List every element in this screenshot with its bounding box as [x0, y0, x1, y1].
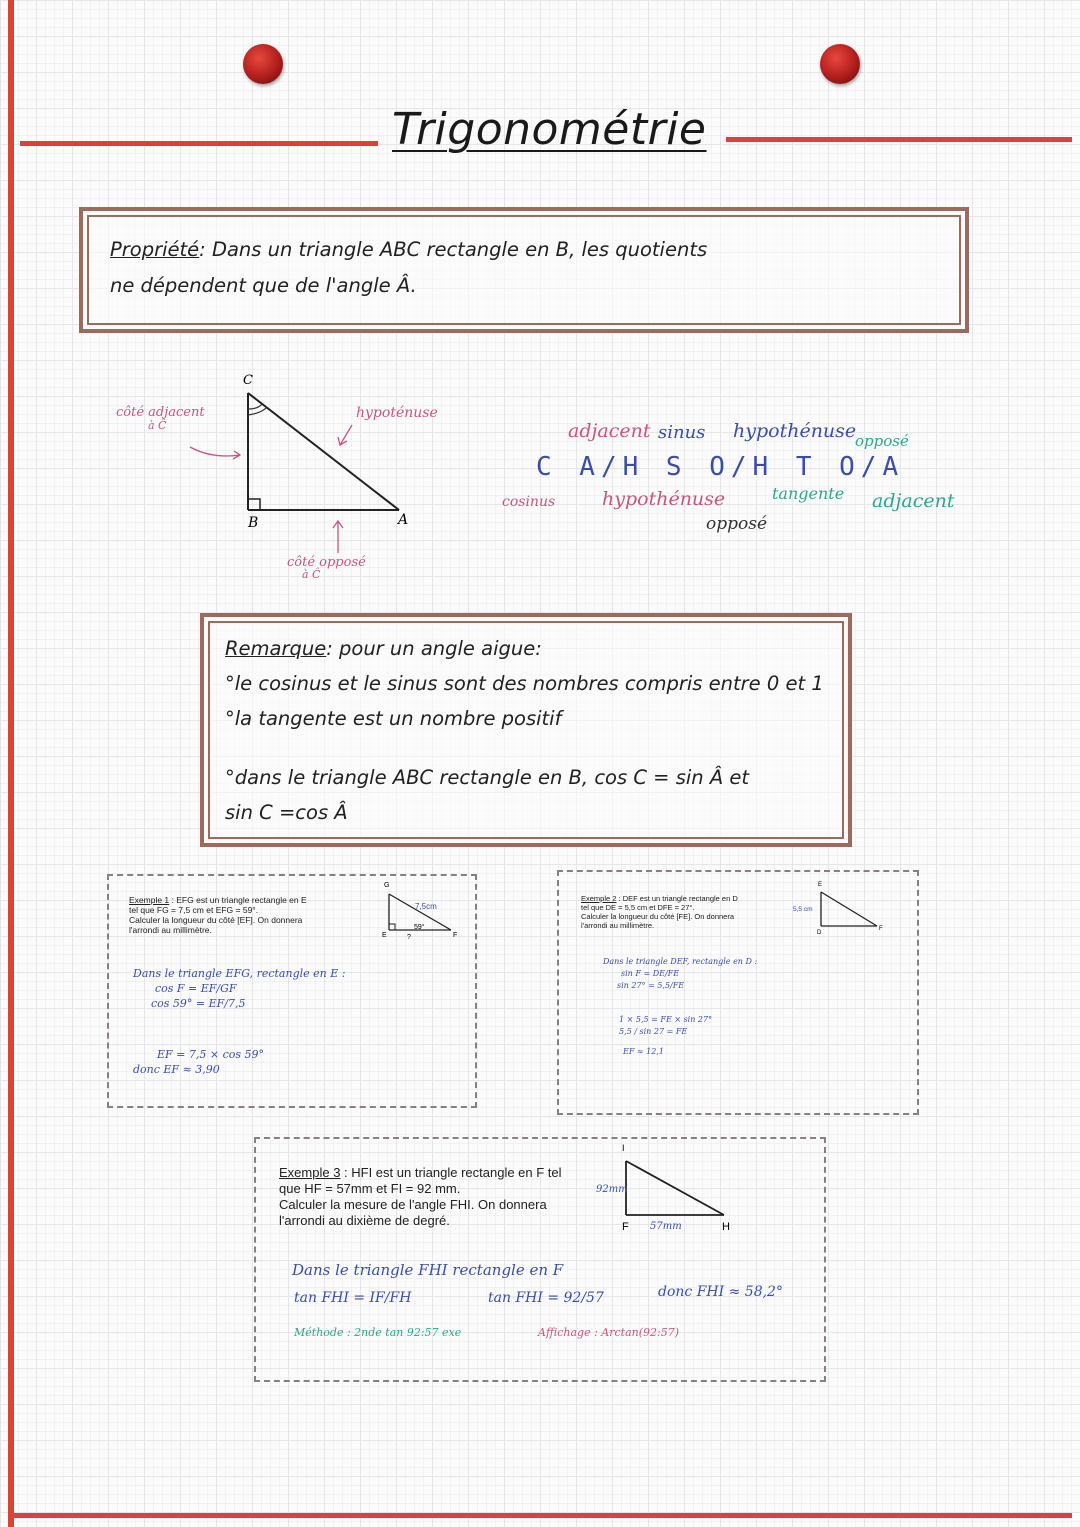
remarque-line4: °dans le triangle ABC rectangle en B, cos C = sin Â et [225, 766, 750, 789]
hypotenuse-label: hypoténuse [356, 405, 438, 421]
exemple1-fig-len: 7,5cm [415, 902, 437, 911]
exemple1-sol4: EF = 7,5 × cos 59° [157, 1048, 264, 1061]
mnemonic-hypo-top: hypothénuse [733, 420, 857, 442]
propriete-label: Propriété [110, 238, 200, 261]
exemple2-text1: : DEF est un triangle rectangle en D [616, 894, 738, 903]
right-angle-mark [248, 499, 260, 510]
exemple2-sol5: 5,5 / sin 27 = FE [619, 1027, 688, 1036]
exemple2-solution [603, 956, 757, 1058]
adjacent-label: côté adjacent [116, 405, 205, 420]
exemple3-sol4: donc FHI ≈ 58,2° [658, 1284, 783, 1300]
remarque-line5: sin C =cos Â [225, 801, 348, 824]
exemple2-sol1: Dans le triangle DEF, rectangle en D : [603, 957, 758, 966]
exemple2-sol4: 1 × 5,5 = FE × sin 27° [619, 1015, 713, 1024]
exemple2-sol3: sin 27° = 5,5/FE [617, 981, 685, 990]
exemple2-text2: tel que DE = 5,5 cm et DFE = 27°. [581, 903, 695, 912]
exemple3-sol6: Affichage : Arctan(92:57) [538, 1326, 680, 1339]
exemple3-fig-h: H [722, 1221, 730, 1233]
exemple1-text1: : EFG est un triangle rectangle en E [169, 895, 307, 905]
vertex-a: A [398, 512, 409, 528]
remarque-line3: °la tangente est un nombre positif [225, 707, 562, 730]
exemple2-text3: Calculer la longueur du côté [FE]. On donnera [581, 912, 735, 921]
exemple2-fig-d: D [817, 930, 822, 936]
mnemonic-tangente: tangente [772, 484, 845, 503]
exemple2-card [557, 870, 919, 1115]
exemple1-sol1: Dans le triangle EFG, rectangle en E : [133, 967, 346, 980]
propriete-text [110, 232, 950, 304]
exemple3-label: Exemple 3 [279, 1165, 341, 1180]
angle-c-arc-2 [248, 407, 267, 415]
exemple1-solution [133, 966, 345, 1077]
exemple3-text2: que HF = 57mm et FI = 92 mm. [279, 1181, 461, 1196]
page-title: Trigonométrie [392, 104, 707, 155]
adjacent-arrow [190, 447, 240, 456]
remarque-box [200, 613, 852, 847]
title-rule-left [20, 141, 378, 146]
binder-hole-right [820, 44, 860, 84]
exemple3-card [254, 1137, 826, 1382]
exemple3-sol1: Dans le triangle FHI rectangle en F [292, 1261, 564, 1279]
propriete-box [79, 207, 969, 333]
propriete-line2: ne dépendent que de l'angle Â. [110, 274, 417, 297]
exemple2-sol2: sin F = DE/FE [621, 969, 680, 978]
triangle-diagram [112, 375, 464, 580]
exemple1-card [107, 874, 477, 1108]
mnemonic-adjacent-top: adjacent [568, 420, 651, 442]
angle-c-arc [248, 404, 262, 409]
exemple2-fig-e: E [818, 882, 823, 888]
exemple1-text2: tel que FG = 7,5 cm et EFG = 59°. [129, 905, 259, 915]
title-rule-right [726, 137, 1072, 142]
exemple3-fig-len-h: 57mm [650, 1221, 682, 1232]
exemple1-fig-q: ? [407, 934, 411, 941]
exemple1-text4: l'arrondi au millimètre. [129, 925, 212, 935]
exemple3-figure [616, 1153, 736, 1223]
exemple3-text4: l'arrondi au dixième de degré. [279, 1213, 450, 1228]
mnemonic-sinus-top: sinus [658, 422, 706, 443]
binder-hole-left [243, 44, 283, 84]
remarque-label: Remarque [225, 637, 327, 660]
mnemonic-letters: C A/H S O/H T O/A [536, 452, 905, 482]
remarque-line1: : pour un angle aigue: [326, 637, 542, 660]
vertex-c: C [243, 373, 253, 388]
exemple3-sol2: tan FHI = IF/FH [294, 1290, 412, 1306]
margin-line-bottom [8, 1513, 1072, 1518]
exemple1-sol2: cos F = EF/GF [155, 982, 237, 995]
mnemonic-oppose-bottom: opposé [706, 514, 768, 534]
exemple2-statement [581, 894, 791, 930]
exemple2-fig-len: 5,5 cm [793, 906, 813, 913]
exemple2-fig-f: F [879, 926, 883, 932]
mnemonic-cosinus: cosinus [502, 494, 556, 510]
exemple2-text4: l'arrondi au millimètre. [581, 921, 655, 930]
exemple3-sol5: Méthode : 2nde tan 92:57 exe [294, 1326, 462, 1339]
mnemonic-adjacent-bottom: adjacent [872, 490, 955, 512]
remarque-line2: °le cosinus et le sinus sont des nombres compris entre 0 et 1 [225, 672, 824, 695]
margin-line-left [8, 0, 14, 1527]
exemple3-fig-len-v: 92mm [596, 1184, 628, 1195]
exemple2-label: Exemple 2 [581, 894, 617, 903]
soh-cah-toa-mnemonic [500, 418, 970, 543]
exemple3-sol3: tan FHI = 92/57 [488, 1290, 604, 1306]
exemple1-text3: Calculer la longueur du côté [EF]. On donnera [129, 915, 303, 925]
exemple1-fig-f: F [453, 932, 458, 939]
exemple2-sol6: EF ≈ 12,1 [623, 1047, 664, 1056]
oppose-sub: à Ĉ [302, 568, 321, 581]
exemple1-fig-angle: 59° [414, 924, 425, 931]
exemple1-statement [129, 895, 369, 935]
remarque-text [225, 631, 845, 830]
mnemonic-hypo-bottom: hypothénuse [602, 488, 726, 510]
exemple1-label: Exemple 1 [129, 895, 170, 905]
exemple3-fig-i: I [622, 1143, 625, 1153]
propriete-line1: : Dans un triangle ABC rectangle en B, les quotients [199, 238, 708, 261]
exemple1-sol5: donc EF ≈ 3,90 [133, 1063, 220, 1076]
exemple3-text1: : HFI est un triangle rectangle en F tel [340, 1165, 562, 1180]
adjacent-sub: à Ĉ [148, 419, 167, 432]
exemple3-fig-f: F [622, 1221, 629, 1233]
exemple1-sol3: cos 59° = EF/7,5 [151, 997, 246, 1010]
mnemonic-oppose-top: opposé [855, 432, 909, 450]
exemple1-fig-g: G [384, 882, 390, 889]
exemple3-text3: Calculer la mesure de l'angle FHI. On donnera [279, 1197, 547, 1212]
exemple1-fig-e: E [382, 932, 387, 939]
vertex-b: B [248, 515, 259, 531]
oppose-label: côté opposé [287, 555, 366, 570]
exemple3-statement [279, 1165, 599, 1229]
